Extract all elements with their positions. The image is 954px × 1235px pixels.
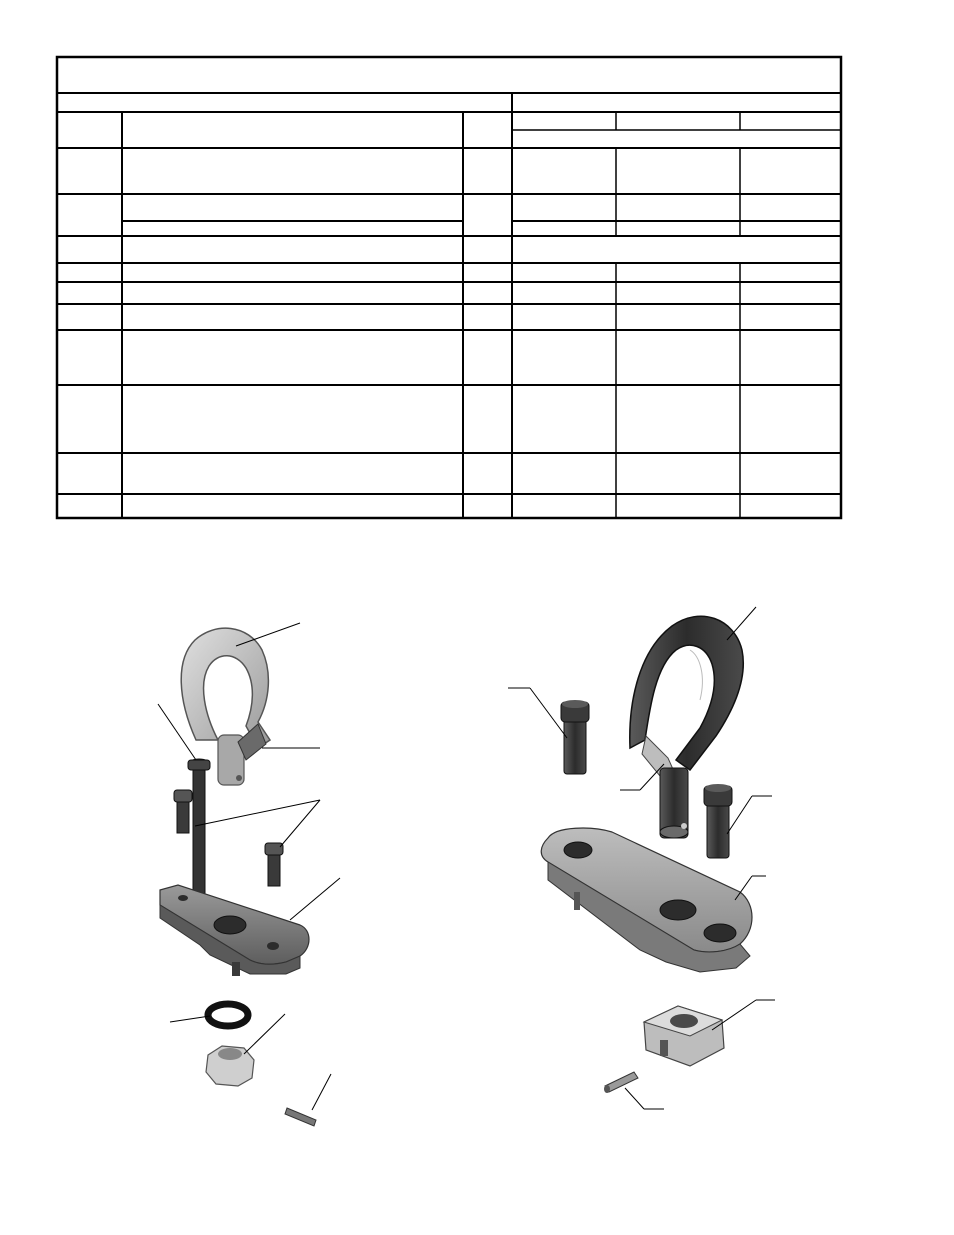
- washer-icon: [208, 1004, 248, 1026]
- short-bolt-icon: [174, 790, 192, 833]
- bolt-icon: [561, 700, 589, 774]
- exploded-parts-diagram: [0, 540, 954, 1235]
- block-plate-icon: [160, 885, 309, 976]
- latch-icon: [642, 736, 688, 838]
- short-bolt-icon: [265, 843, 283, 886]
- latch-icon: [218, 724, 266, 785]
- square-nut-icon: [644, 1006, 724, 1066]
- left-assembly: [158, 623, 340, 1126]
- cotter-pin-icon: [285, 1108, 316, 1126]
- right-assembly: [508, 607, 775, 1109]
- table-border: [57, 57, 841, 518]
- long-bolt-icon: [188, 759, 210, 896]
- hex-nut-icon: [206, 1046, 254, 1086]
- parts-table: [0, 0, 954, 540]
- roll-pin-icon: [604, 1072, 638, 1093]
- bolt-icon: [704, 784, 732, 858]
